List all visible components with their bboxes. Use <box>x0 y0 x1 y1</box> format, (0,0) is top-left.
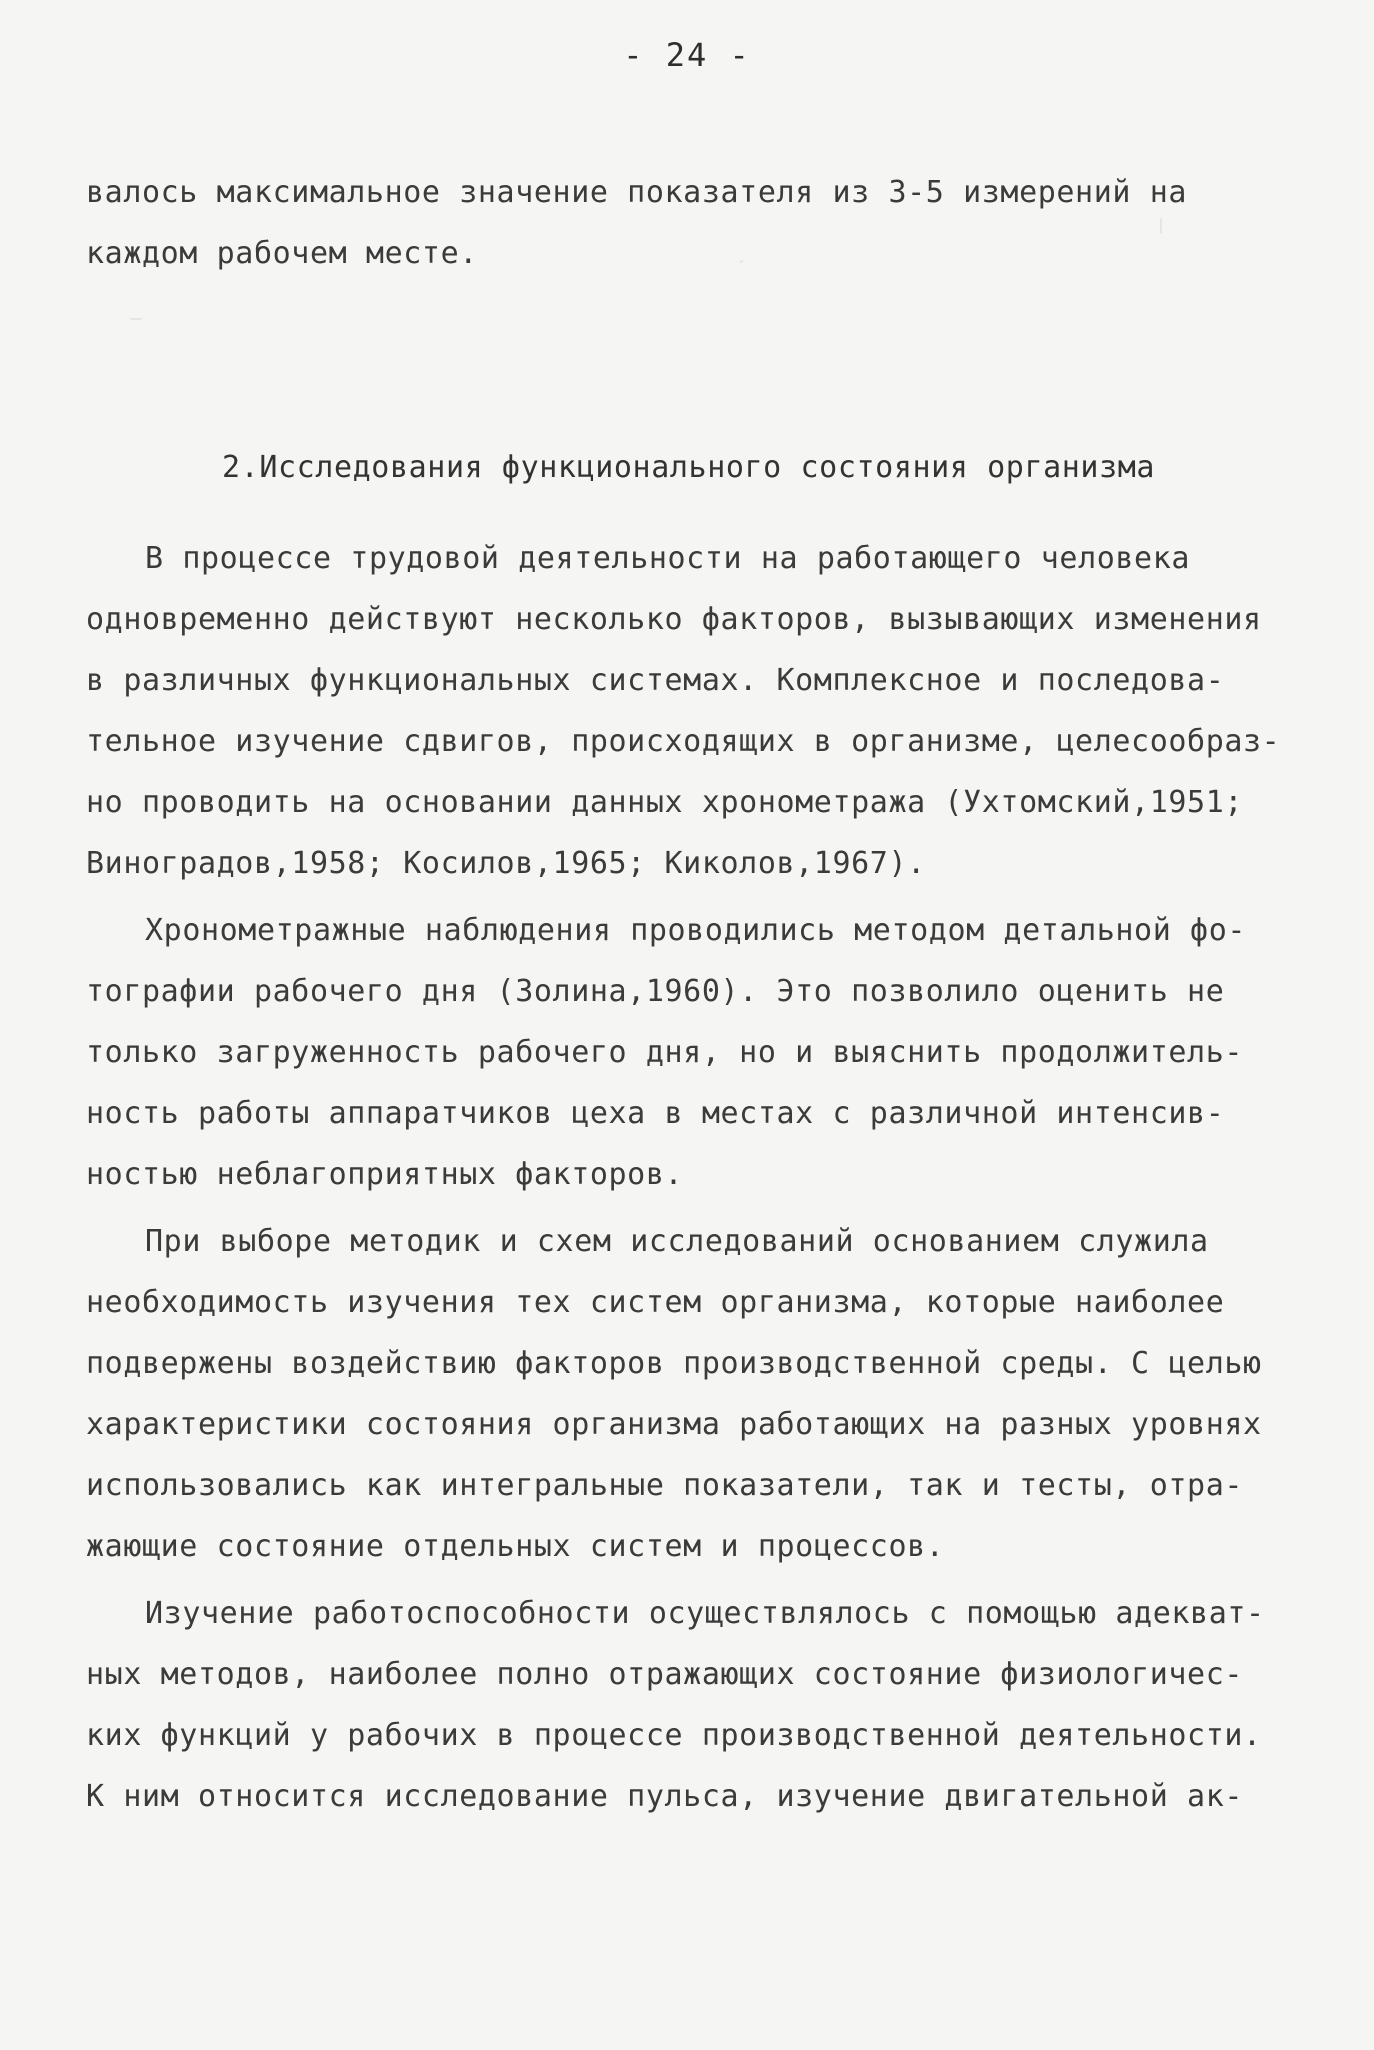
text-line: использовались как интегральные показатели, так и тесты, отра- <box>86 1468 1244 1503</box>
text-line: жающие состояние отдельных систем и процессов. <box>86 1529 945 1564</box>
page-number: - 24 - <box>623 36 751 74</box>
text-line: валось максимальное значение показателя из 3-5 измерений на <box>86 175 1188 210</box>
text-line: В процессе трудовой деятельности на работающего человека <box>145 541 1191 576</box>
text-line: каждом рабочем месте. <box>86 236 478 271</box>
text-line: характеристики состояния организма работающих на разных уровнях <box>86 1407 1262 1442</box>
scan-mark <box>740 260 743 263</box>
text-line: тельное изучение сдвигов, происходящих в организме, целесообраз- <box>86 724 1281 759</box>
text-line: Виноградов,1958; Косилов,1965; Киколов,1967). <box>86 846 926 881</box>
text-line: ких функций у рабочих в процессе производственной деятельности. <box>86 1718 1262 1753</box>
text-line: ность работы аппаратчиков цеха в местах с различной интенсив- <box>86 1096 1225 1131</box>
text-line: тографии рабочего дня (Золина,1960). Это позволило оценить не <box>86 974 1225 1009</box>
text-line: При выборе методик и схем исследований основанием служила <box>145 1224 1209 1259</box>
text-line: Хронометражные наблюдения проводились методом детальной фо- <box>145 913 1247 948</box>
scan-mark <box>130 318 142 320</box>
text-line: одновременно действуют несколько факторов, вызывающих изменения <box>86 602 1262 637</box>
text-line: но проводить на основании данных хронометража (Ухтомский,1951; <box>86 785 1244 820</box>
text-line: ных методов, наиболее полно отражающих состояние физиологичес- <box>86 1657 1244 1692</box>
text-line: Изучение работоспособности осуществлялось с помощью адекват- <box>145 1596 1265 1631</box>
text-line: только загруженность рабочего дня, но и выяснить продолжитель- <box>86 1035 1244 1070</box>
section-heading: 2.Исследования функционального состояния организма <box>222 450 1156 485</box>
text-line: в различных функциональных системах. Комплексное и последова- <box>86 663 1225 698</box>
scan-mark <box>1160 218 1162 234</box>
text-line: подвержены воздействию факторов производственной среды. С целью <box>86 1346 1262 1381</box>
text-line: К ним относится исследование пульса, изучение двигательной ак- <box>86 1779 1244 1814</box>
text-line: ностью неблагоприятных факторов. <box>86 1157 684 1192</box>
text-line: необходимость изучения тех систем организма, которые наиболее <box>86 1285 1225 1320</box>
